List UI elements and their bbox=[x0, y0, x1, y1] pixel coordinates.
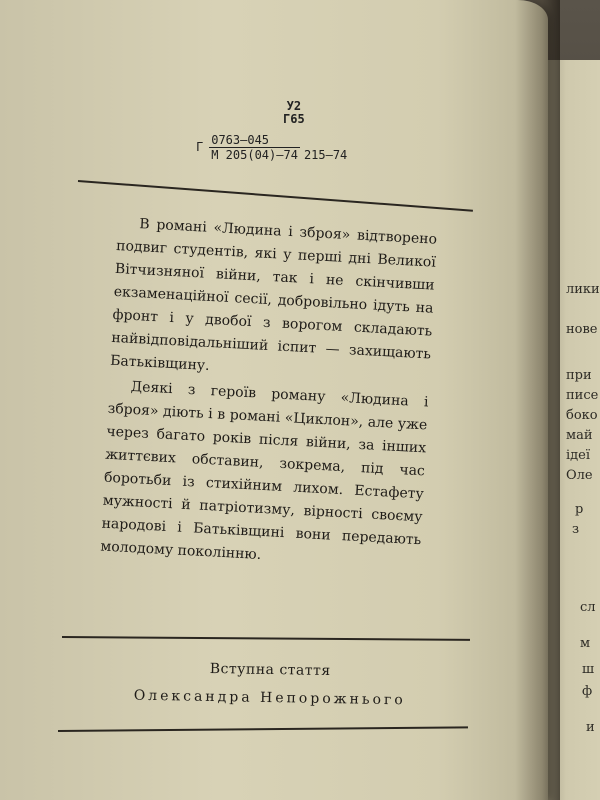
right-page-fragment: ш bbox=[582, 662, 595, 677]
code-numerator: 0763—045 bbox=[209, 133, 300, 148]
code-prefix: Г bbox=[196, 140, 204, 154]
annotation-text bbox=[100, 212, 438, 575]
code-suffix: 215—74 bbox=[303, 148, 348, 162]
right-page-fragment: писе bbox=[566, 388, 599, 403]
code-fraction bbox=[209, 133, 300, 162]
right-page-fragment: сл bbox=[580, 600, 596, 615]
right-page-fragment: м bbox=[580, 636, 591, 651]
publication-code bbox=[196, 132, 347, 162]
right-page-fragment: нове bbox=[566, 322, 598, 337]
introduction-credit bbox=[100, 659, 441, 709]
annotation-paragraph: Деякі з героїв роману «Людина і зброя» діють і в романі «Циклон», але уже через багато років після війни, за інших життєвих обставин, зокрема, під час боротьби із стихійним лихом. Естафету мужності й патріотизму, вірності своєму народові і Батьківщині вони передають молодому поколінню. bbox=[100, 378, 429, 563]
classification-line-1: У2 bbox=[286, 99, 302, 113]
code-denominator: М 205(04)—74 bbox=[211, 147, 298, 162]
library-classification bbox=[283, 100, 305, 126]
intro-label: Вступна стаття bbox=[209, 660, 331, 680]
annotation-paragraph: В романі «Людина і зброя» відтворено подвиг студентів, які у перші дні Великої Вітчизняної війни, так і не скінчивши екзаменаційної сесії, добровільно ідуть на фронт і у двобої з ворогом складають найвідповідальніший іспит — захищають Батьківщину. bbox=[109, 216, 438, 374]
right-page-fragment: лики bbox=[566, 282, 600, 297]
right-page-fragment: май bbox=[566, 428, 593, 443]
right-page-fragment: р bbox=[575, 502, 584, 517]
right-page-fragment: Оле bbox=[566, 468, 593, 483]
book-gutter-shadow bbox=[515, 0, 560, 800]
right-page-fragment: ф bbox=[582, 684, 593, 699]
right-page-fragment: з bbox=[572, 522, 580, 537]
intro-author: Олександра Непорожнього bbox=[133, 687, 406, 709]
right-page-fragment: боко bbox=[566, 408, 598, 423]
right-page-fragment: при bbox=[566, 368, 592, 383]
right-page-fragment: и bbox=[586, 720, 595, 735]
classification-line-2: Г65 bbox=[283, 112, 305, 126]
right-page-fragment: ідеї bbox=[566, 448, 591, 463]
